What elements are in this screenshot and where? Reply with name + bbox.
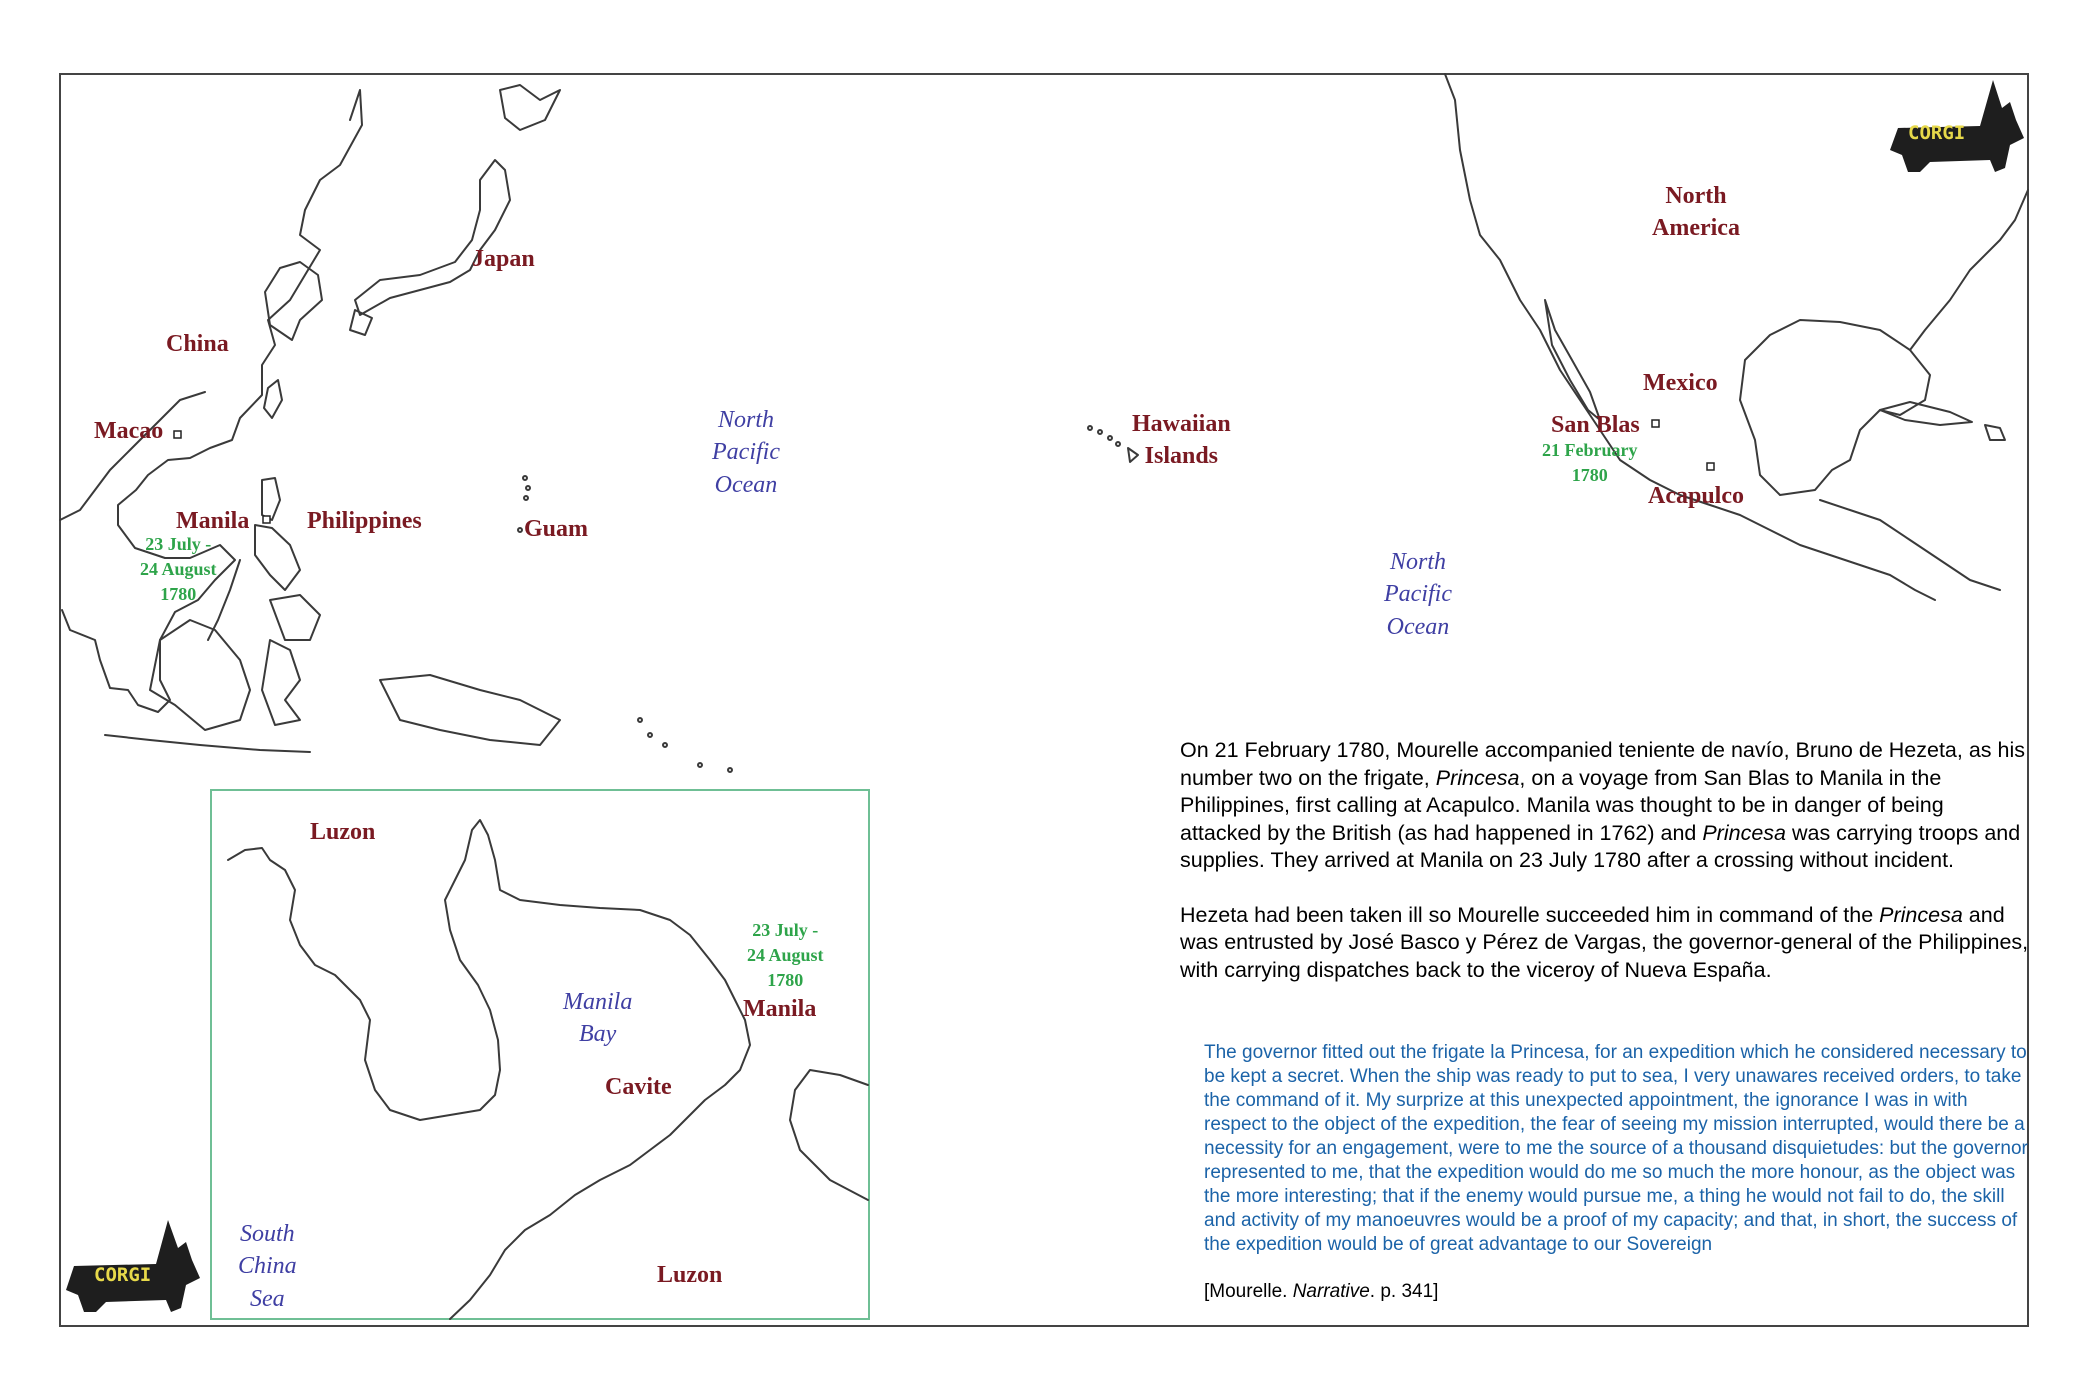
- label-japan: Japan: [472, 246, 535, 272]
- manila-marker: [263, 516, 270, 523]
- baja-california: [1545, 300, 1600, 420]
- inset-date-manila: 23 July - 24 August 1780: [747, 920, 824, 991]
- inset-label-luzon-north: Luzon: [310, 819, 376, 845]
- corgi-logo-bottom-text: CORGI: [94, 1264, 152, 1286]
- central-america: [1820, 500, 2000, 590]
- borneo-coast: [150, 620, 250, 730]
- label-manila: Manila: [176, 508, 250, 534]
- label-mexico: Mexico: [1643, 370, 1718, 396]
- inset-label-manila-bay: Manila Bay: [563, 989, 633, 1048]
- philippines-central: [255, 525, 300, 590]
- coastlines: [60, 74, 2028, 772]
- label-hawaiian-islands: Hawaiian Islands: [1132, 411, 1231, 470]
- san-blas-marker: [1652, 420, 1659, 427]
- narrative-paragraph-2: Hezeta had been taken ill so Mourelle succeeded him in command of the Princesa and was entrusted by José Basco y Pérez de Vargas, the governor-general of the Philippines, with carrying dispatches back to the viceroy of Nueva España.: [1180, 902, 2029, 982]
- inset-label-south-china-sea: South China Sea: [238, 1221, 297, 1312]
- label-san-blas: San Blas: [1551, 412, 1640, 438]
- new-guinea-coast: [380, 675, 560, 745]
- korea-coast: [265, 262, 322, 340]
- mindanao-coast: [270, 595, 320, 640]
- inset-label-cavite: Cavite: [605, 1074, 672, 1100]
- label-north-pacific-west: North Pacific Ocean: [712, 407, 780, 498]
- macao-marker: [174, 431, 181, 438]
- east-coast: [1910, 190, 2028, 350]
- acapulco-marker: [1707, 463, 1714, 470]
- luzon-north: [262, 478, 280, 520]
- label-china: China: [166, 331, 229, 357]
- java-coast: [105, 735, 310, 752]
- label-acapulco: Acapulco: [1648, 483, 1744, 509]
- inset-label-luzon-south: Luzon: [657, 1262, 723, 1288]
- inset-frame: [211, 790, 869, 1319]
- corgi-logo-top-text: CORGI: [1908, 122, 1966, 144]
- quote-citation: [Mourelle. Narrative. p. 341]: [1204, 1281, 1439, 1302]
- inset-label-manila: Manila: [743, 996, 817, 1022]
- japan-honshu: [355, 160, 510, 315]
- narrative-text: [1180, 737, 2030, 1011]
- label-guam: Guam: [524, 516, 589, 542]
- label-philippines: Philippines: [307, 508, 422, 534]
- hispaniola: [1985, 425, 2005, 440]
- sulawesi-coast: [262, 640, 300, 725]
- label-macao: Macao: [94, 418, 164, 444]
- taiwan-coast: [264, 380, 282, 418]
- asia-coast: [62, 90, 362, 712]
- north-america-west-coast: [1445, 74, 1935, 600]
- japan-hokkaido: [500, 85, 560, 130]
- japan-kyushu: [350, 310, 372, 335]
- date-san-blas: 21 February 1780: [1542, 440, 1638, 486]
- label-north-pacific-east: North Pacific Ocean: [1384, 549, 1452, 640]
- label-north-america: North America: [1652, 183, 1740, 242]
- date-manila: 23 July - 24 August 1780: [140, 534, 217, 605]
- narrative-paragraph-1: On 21 February 1780, Mourelle accompanied teniente de navío, Bruno de Hezeta, as his number two on the frigate, Princesa, on a voyage from San Blas to Manila in the Philippines, first calling at Acapulco. Manila was thought to be in danger of being attacked by the British (as had happened in 1762) and Princesa was carrying troops and supplies. They arrived at Manila on 23 July 1780 after a crossing without incident.: [1180, 738, 2025, 872]
- china-inland-coast: [60, 392, 205, 520]
- quote-block: The governor fitted out the frigate la Princesa, for an expedition which he considered necessary to be kept a secret. When the ship was ready to put to sea, I very unawares received orders, to take the command of it. My surprize at this unexpected appointment, the ignorance I was in with respect to the object of the expedition, the fear of seeing my mission interrupted, would there be a necessity for an engagement, were to me the source of a thousand disquietudes: but the governor represented to me, that the expedition would do me so much the more honour, as the object was the more interesting; that if the enemy would pursue me, a thing he would not fail to do, the skill and activity of my manoeuvres would be a proof of my capacity; and that, in short, the success of the expedition would be of great advantage to our Sovereign: [1204, 1042, 2028, 1255]
- gulf-of-mexico: [1740, 320, 1930, 495]
